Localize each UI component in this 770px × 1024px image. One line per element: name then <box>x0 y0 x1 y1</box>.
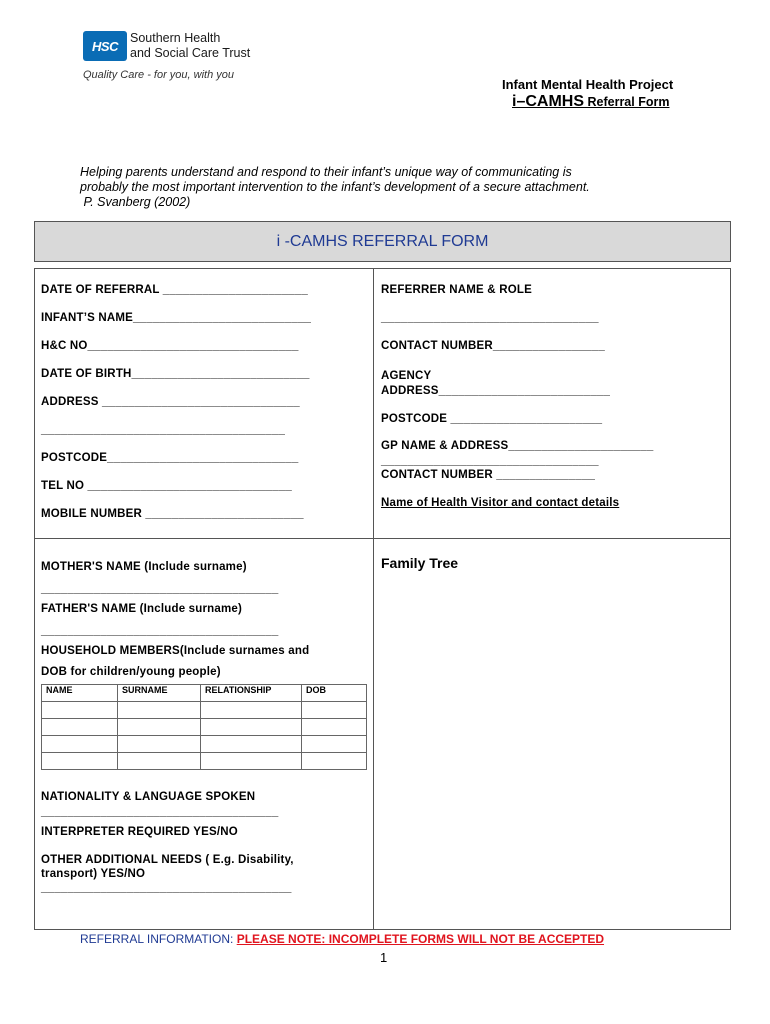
health-visitor-label: Name of Health Visitor and contact details <box>381 497 620 509</box>
logo-tagline: Quality Care - for you, with you <box>83 69 235 81</box>
quote-line2: probably the most important intervention to the infant’s development of a secure attachment. <box>80 180 590 194</box>
agency-label: AGENCY <box>381 370 432 382</box>
table-row[interactable] <box>42 736 367 753</box>
referrer-name-field[interactable]: _________________________________ <box>381 312 599 324</box>
date-of-referral-field[interactable]: DATE OF REFERRAL ______________________ <box>41 284 308 296</box>
org-name-line2: and Social Care Trust <box>130 46 251 60</box>
agency-postcode-field[interactable]: POSTCODE _______________________ <box>381 413 603 425</box>
cell-dob[interactable] <box>302 702 367 719</box>
postcode-field[interactable]: POSTCODE_____________________________ <box>41 452 299 464</box>
household-table <box>41 684 367 770</box>
quote-author: P. Svanberg (2002) <box>80 195 191 209</box>
household-members-label-2: DOB for children/young people) <box>41 666 221 678</box>
column-divider <box>373 268 374 930</box>
cell-surname[interactable] <box>118 719 201 736</box>
mothers-name-label: MOTHER'S NAME (Include surname) <box>41 561 247 573</box>
cell-relationship[interactable] <box>201 753 302 770</box>
other-needs-label-2[interactable]: transport) YES/NO <box>41 868 146 880</box>
referrer-name-label: REFERRER NAME & ROLE <box>381 284 532 296</box>
infant-name-field[interactable]: INFANT’S NAME___________________________ <box>41 312 312 324</box>
quote-line1: Helping parents understand and respond to their infant’s unique way of communicating is <box>80 165 572 179</box>
org-name-line1: Southern Health <box>130 31 221 45</box>
cell-name[interactable] <box>42 702 118 719</box>
gp-name-address-field[interactable]: GP NAME & ADDRESS______________________ <box>381 440 654 452</box>
gp-contact-number-field[interactable]: CONTACT NUMBER _______________ <box>381 469 596 481</box>
cell-name[interactable] <box>42 719 118 736</box>
hc-number-field[interactable]: H&C NO________________________________ <box>41 340 299 352</box>
form-title-sub: Referral Form <box>584 95 670 109</box>
cell-relationship[interactable] <box>201 719 302 736</box>
logo-mark: HSC <box>92 38 118 54</box>
other-needs-field[interactable]: ______________________________________ <box>41 882 292 894</box>
org-name <box>130 31 250 61</box>
household-members-label: HOUSEHOLD MEMBERS(Include surnames and <box>41 645 310 657</box>
col-header-surname: SURNAME <box>118 685 201 702</box>
other-needs-label: OTHER ADDITIONAL NEEDS ( E.g. Disability, <box>41 854 294 866</box>
address-line2-field[interactable]: _____________________________________ <box>41 424 286 436</box>
mothers-name-field[interactable]: ____________________________________ <box>41 583 279 595</box>
form-title <box>512 93 669 111</box>
cell-relationship[interactable] <box>201 702 302 719</box>
cell-name[interactable] <box>42 753 118 770</box>
mobile-number-field[interactable]: MOBILE NUMBER ________________________ <box>41 508 304 520</box>
cell-surname[interactable] <box>118 753 201 770</box>
gp-address-line-field[interactable]: _________________________________ <box>381 455 599 467</box>
col-header-relationship: RELATIONSHIP <box>201 685 302 702</box>
table-header-row <box>42 685 367 702</box>
section-title: i -CAMHS REFERRAL FORM <box>34 221 731 262</box>
row-divider <box>34 538 731 539</box>
fathers-name-label: FATHER'S NAME (Include surname) <box>41 603 243 615</box>
page-number: 1 <box>380 950 388 965</box>
footer-warning: PLEASE NOTE: INCOMPLETE FORMS WILL NOT BE ACCEPTED <box>236 932 605 946</box>
table-row[interactable] <box>42 753 367 770</box>
footer-note <box>80 932 604 946</box>
col-header-name: NAME <box>42 685 118 702</box>
table-row[interactable] <box>42 719 367 736</box>
hsc-logo <box>83 31 127 61</box>
intro-quote <box>80 165 700 210</box>
cell-surname[interactable] <box>118 702 201 719</box>
fathers-name-field[interactable]: ____________________________________ <box>41 625 279 637</box>
cell-dob[interactable] <box>302 736 367 753</box>
project-title: Infant Mental Health Project <box>502 77 674 92</box>
agency-address-field[interactable]: ADDRESS__________________________ <box>381 385 611 397</box>
interpreter-required-field[interactable]: INTERPRETER REQUIRED YES/NO <box>41 826 238 838</box>
date-of-birth-field[interactable]: DATE OF BIRTH___________________________ <box>41 368 310 380</box>
address-field[interactable]: ADDRESS ______________________________ <box>41 396 300 408</box>
form-title-main: i–CAMHS <box>512 93 585 110</box>
cell-dob[interactable] <box>302 719 367 736</box>
cell-surname[interactable] <box>118 736 201 753</box>
nationality-label: NATIONALITY & LANGUAGE SPOKEN <box>41 791 256 803</box>
nationality-field[interactable]: ____________________________________ <box>41 806 279 818</box>
cell-dob[interactable] <box>302 753 367 770</box>
contact-number-field[interactable]: CONTACT NUMBER_________________ <box>381 340 605 352</box>
family-tree-label: Family Tree <box>381 555 459 571</box>
footer-label: REFERRAL INFORMATION: <box>80 932 237 946</box>
col-header-dob: DOB <box>302 685 367 702</box>
cell-name[interactable] <box>42 736 118 753</box>
tel-no-field[interactable]: TEL NO _______________________________ <box>41 480 293 492</box>
table-row[interactable] <box>42 702 367 719</box>
cell-relationship[interactable] <box>201 736 302 753</box>
